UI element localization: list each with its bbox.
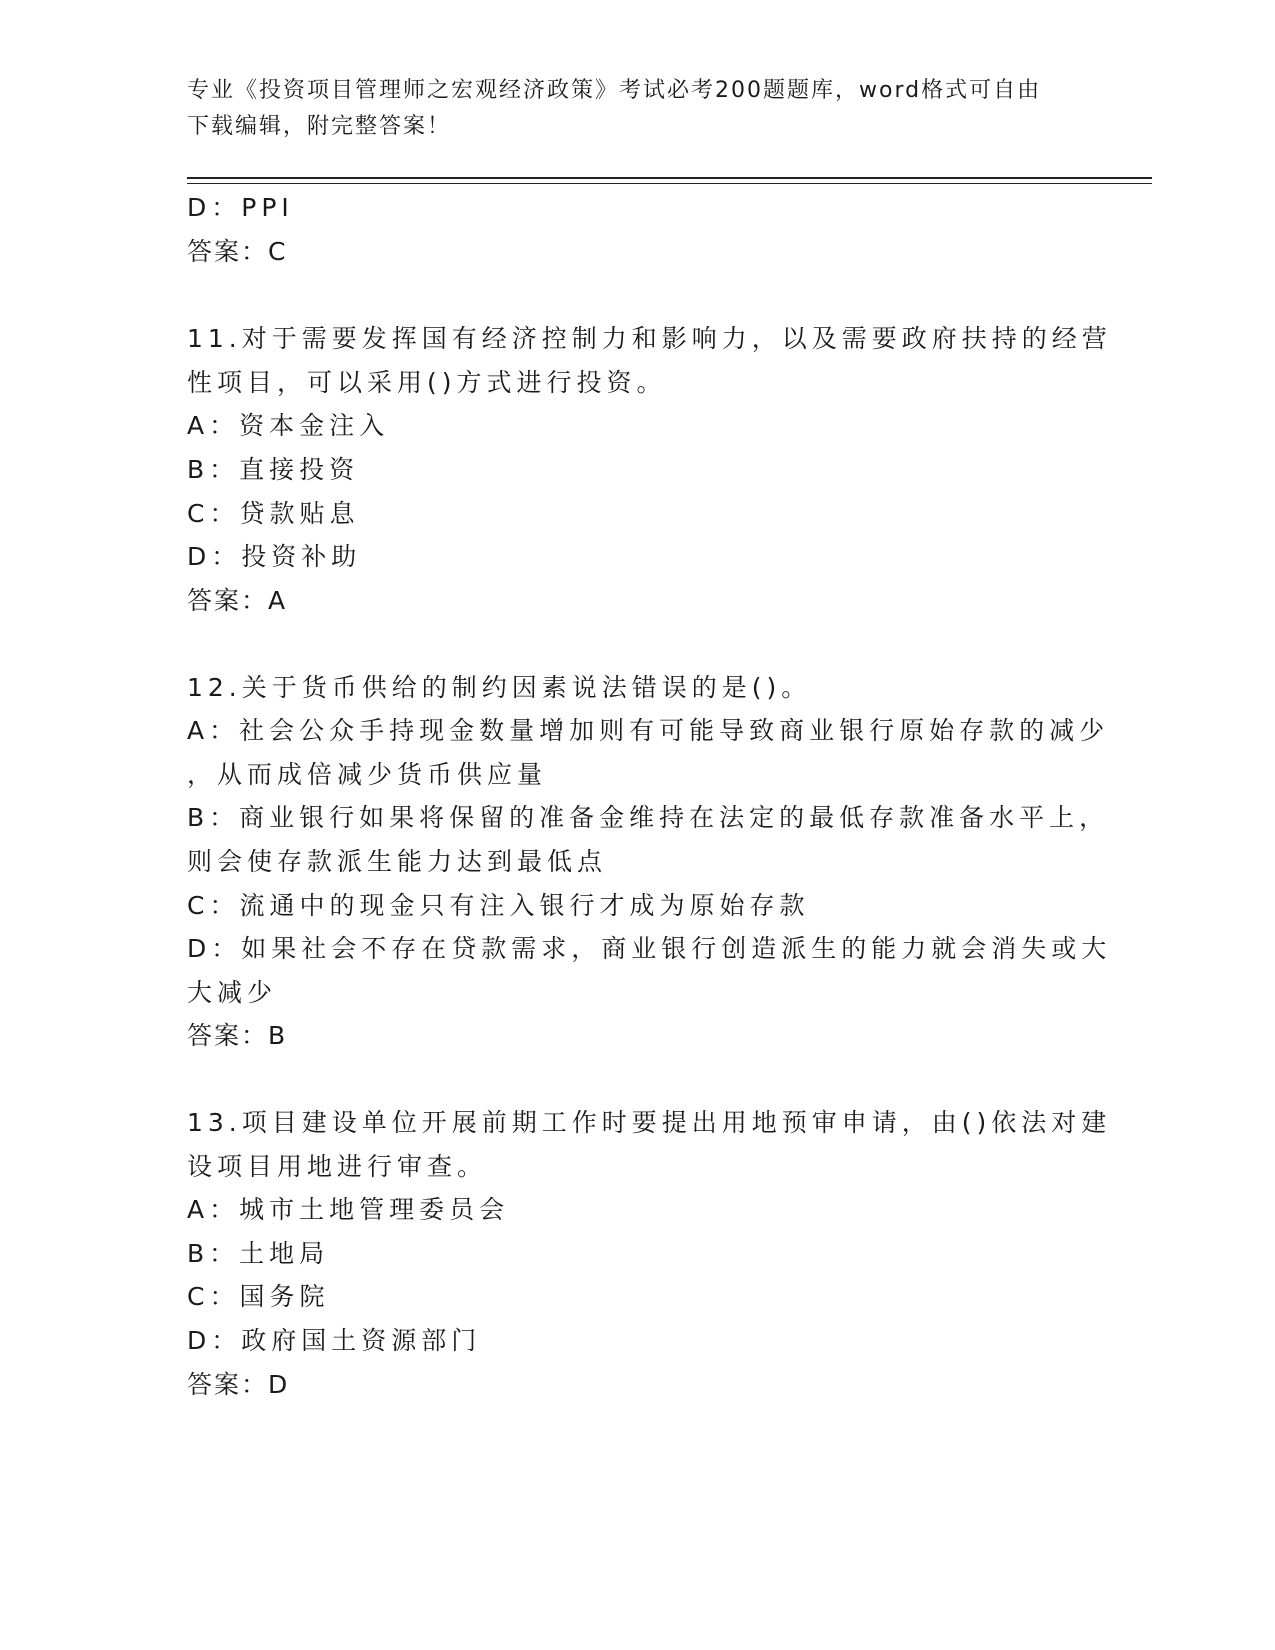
q13-stem-line-1: 13.项目建设单位开展前期工作时要提出用地预审申请，由()依法对建 — [187, 1108, 1112, 1137]
q13-answer: 答案：D — [187, 1370, 290, 1399]
prev-answer: 答案：C — [187, 237, 288, 266]
q11-option-d: D：投资补助 — [187, 542, 362, 571]
header-rule-thin — [187, 183, 1152, 184]
q13-option-d: D：政府国土资源部门 — [187, 1326, 482, 1355]
q12-option-c: C：流通中的现金只有注入银行才成为原始存款 — [187, 891, 810, 920]
prev-option-d: D：PPI — [187, 193, 294, 222]
q13-stem-line-2: 设项目用地进行审查。 — [187, 1152, 488, 1181]
q12-option-b-line-1: B：商业银行如果将保留的准备金维持在法定的最低存款准备水平上， — [187, 803, 1110, 832]
q12-option-d-line-1: D：如果社会不存在贷款需求，商业银行创造派生的能力就会消失或大 — [187, 934, 1112, 963]
header-line-2: 下载编辑，附完整答案！ — [187, 114, 452, 139]
q11-answer: 答案：A — [187, 586, 288, 615]
header-rule-thick — [187, 177, 1152, 179]
q13-option-c: C：国务院 — [187, 1282, 330, 1311]
header-line-1: 专业《投资项目管理师之宏观经济政策》考试必考200题题库，word格式可自由 — [187, 78, 1042, 103]
document-header — [187, 73, 1067, 145]
q13-option-b: B：土地局 — [187, 1239, 330, 1268]
q12-answer: 答案：B — [187, 1021, 288, 1050]
q11-option-c: C：贷款贴息 — [187, 499, 360, 528]
q12-option-b-line-2: 则会使存款派生能力达到最低点 — [187, 847, 608, 876]
q11-option-b: B：直接投资 — [187, 455, 360, 484]
q13-option-a: A：城市土地管理委员会 — [187, 1195, 510, 1224]
q12-option-d-line-2: 大减少 — [187, 978, 278, 1007]
q11-stem-line-2: 性项目，可以采用()方式进行投资。 — [187, 368, 667, 397]
q12-stem-line-1: 12.关于货币供给的制约因素说法错误的是()。 — [187, 673, 812, 702]
q12-option-a-line-1: A：社会公众手持现金数量增加则有可能导致商业银行原始存款的减少 — [187, 716, 1110, 745]
q11-option-a: A：资本金注入 — [187, 411, 390, 440]
q12-option-a-line-2: ，从而成倍减少货币供应量 — [187, 760, 548, 789]
q11-stem-line-1: 11.对于需要发挥国有经济控制力和影响力，以及需要政府扶持的经营 — [187, 324, 1112, 353]
